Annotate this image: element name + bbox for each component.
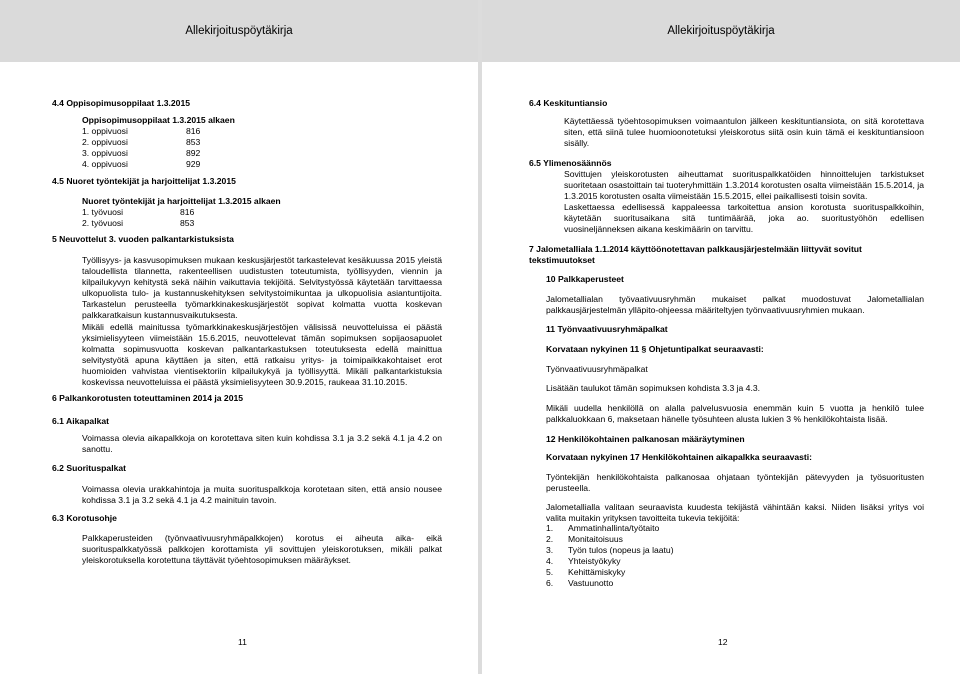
oppivuosi-row: 3. oppivuosi xyxy=(82,148,128,158)
section-6-3-text: Palkkaperusteiden (työnvaativuusryhmäpalkkojen) korotus ei aiheuta aika- eikä suorituspalkkatyössä palkkojen korottamista yli sovittujen yleiskorotuksen, mikäli palkat yleiskorotuksella korotettuna täyttävät työehtosopimuksen määräykset. xyxy=(82,533,442,565)
oppivuosi-row: 4. oppivuosi xyxy=(82,159,128,169)
factor-list-item: 2. Monitaitoisuus xyxy=(546,534,623,544)
section-7-title: 7 Jalometalliala 1.1.2014 käyttöönotettavan palkkausjärjestelmään liittyvät sovitut tekstimuutokset xyxy=(529,244,862,265)
section-6-2-title: 6.2 Suorituspalkat xyxy=(52,463,127,473)
section-6-1-title: 6.1 Aikapalkat xyxy=(52,416,110,426)
section-11-title: 11 Työnvaativuusryhmäpalkat xyxy=(546,324,668,334)
section-10-text: Jalometallialan työvaativuusryhmän mukaiset palkat muodostuvat Jalometallialan palkkausjärjestelmän ylläpito-ohjeessa määriteltyjen työnvaativuusryhmien mukaan. xyxy=(546,294,924,315)
section-12-paragraph-2: Jalometallialla valitaan seuraavista kuudesta tekijästä vähintään kaksi. Niiden lisäksi yritys voi valita muitakin yrityksen tavoitteita tukevia tekijöitä: xyxy=(546,502,924,523)
section-10-title: 10 Palkkaperusteet xyxy=(546,274,624,284)
factor-list-item: 1. Ammatinhallinta/työtaito xyxy=(546,523,660,533)
page-number: 12 xyxy=(718,637,728,647)
oppivuosi-value: 929 xyxy=(186,159,201,169)
oppivuosi-row: 1. oppivuosi xyxy=(82,126,128,136)
section-6-5-paragraph-1: Sovittujen yleiskorotusten aiheuttamat suorituspalkkatöiden hinnoittelujen tarkistukset suoritetaan osastoittain tai tuoteryhmittäin 1.3.2014 korotusten osalta viimeistään 15.5.2014, ja 1.3.2015 korotusten osalta viimeistään 15.5.2015, ellei paikallisesti toisin sovita. xyxy=(564,169,924,201)
oppivuosi-value: 892 xyxy=(186,148,201,158)
left-page-header: Allekirjoituspöytäkirja xyxy=(0,0,478,62)
section-6-3-title: 6.3 Korotusohje xyxy=(52,513,117,523)
right-page xyxy=(482,0,960,674)
section-11-subtitle: Korvataan nykyinen 11 § Ohjetuntipalkat seuraavasti: xyxy=(546,344,764,354)
section-6-2-text: Voimassa olevia urakkahintoja ja muita suorituspalkkoja korotetaan siten, että ansio nousee kohdissa 3.1 ja 3.2 sekä 4.1 ja 4.2 mainituin tavoin. xyxy=(82,484,442,505)
right-page-body xyxy=(482,62,960,674)
section-5-paragraph-2: Mikäli edellä mainitussa työmarkkinakeskusjärjestöjen välisissä neuvotteluissa ei päästä yksimielisyyteen viimeistään 15.6.2015, neuvottelevat tämän sopimuksen sopijaosapuolet kolmatta sopimusvuotta koskevan palkantarkastuksen toteutuksesta edellä mainittua selvitystyötä apuna käyttäen ja siten, että ratkaisu yritys- ja toimipaikkakohtaiset erot huomioiden vahvistaa vientisektoriin kilpailukykyä ja työllisyyttä. Mikäli palkantarkistuksia koskevissa neuvotteluissa ei päästä yksimielisyyteen 30.9.2015, raukeaa 31.10.2015. xyxy=(82,322,442,387)
section-12-paragraph-1: Työntekijän henkilökohtaista palkanosaa ohjataan työntekijän pätevyyden ja työsuoritusten perusteella. xyxy=(546,472,924,493)
section-11-item: Työnvaativuusryhmäpalkat xyxy=(546,364,648,374)
left-page xyxy=(0,0,478,674)
oppivuosi-row: 2. oppivuosi xyxy=(82,137,128,147)
section-5-paragraph-1: Työllisyys- ja kasvusopimuksen mukaan keskusjärjestöt tarkastelevat kesäkuussa 2015 yleistä taloudellista tilannetta, rakenteellisen uudistusten toteutumista, työllisyyden, viennin ja kilpailukyvyn kehitystä sekä näihin vaikuttavia tekijöitä. Selvitystyössä käytetään tarvittaessa ulkopuolista tulo- ja kustannuskehityksen selvitystoimikuntaa ja ulkopuolisia asiantuntijoita. Tarkastelun perusteella työmarkkinakeskusjärjestöt sopivat kolmatta vuotta koskevan palkkaratkaisun kustannusvaikutuksesta. xyxy=(82,255,442,320)
tyovuosi-value: 816 xyxy=(180,207,195,217)
section-4-4-title: 4.4 Oppisopimusoppilaat 1.3.2015 xyxy=(52,98,191,108)
section-4-4-subtitle: Oppisopimusoppilaat 1.3.2015 alkaen xyxy=(82,115,235,125)
tyovuosi-label: 1. työvuosi xyxy=(82,207,124,217)
factor-list-item: 3. Työn tulos (nopeus ja laatu) xyxy=(546,545,674,555)
section-12-title: 12 Henkilökohtainen palkanosan määräytyminen xyxy=(546,434,745,444)
tyovuosi-value: 853 xyxy=(180,218,195,228)
section-6-1-text: Voimassa olevia aikapalkkoja on korotettava siten kuin kohdissa 3.1 ja 3.2 sekä 4.1 ja 4.2 on sanottu. xyxy=(82,433,442,454)
left-page-body xyxy=(0,62,478,674)
factor-list-item: 6. Vastuunotto xyxy=(546,578,614,588)
section-4-5-subtitle: Nuoret työntekijät ja harjoittelijat 1.3.2015 alkaen xyxy=(82,196,281,206)
page-number: 11 xyxy=(238,637,247,647)
section-6-title: 6 Palkankorotusten toteuttaminen 2014 ja 2015 xyxy=(52,393,244,403)
tyovuosi-label: 2. työvuosi xyxy=(82,218,124,228)
section-6-5-paragraph-2: Laskettaessa edellisessä kappaleessa tarkoitettua ansion korotusta suorituspalkkoihin, käytetään suoritusaikana sitä tuntimäärää, joka ao. suoritustyöhön edellisen vuosineljänneksen aikana keskimäärin on tarvittu. xyxy=(564,202,924,234)
factor-list-item: 5. Kehittämiskyky xyxy=(546,567,626,577)
section-12-subtitle: Korvataan nykyinen 17 Henkilökohtainen aikapalkka seuraavasti: xyxy=(546,452,813,462)
factor-list-item: 4. Yhteistyökyky xyxy=(546,556,621,566)
section-11-paragraph: Mikäli uudella henkilöllä on alalla palvelusvuosia enemmän kuin 5 vuotta ja henkilö tulee palkkaluokkaan 6, maksetaan hänelle työsuhteen alusta lukien 3 % henkilökohtaista lisää. xyxy=(546,403,924,424)
section-4-5-title: 4.5 Nuoret työntekijät ja harjoittelijat 1.3.2015 xyxy=(52,176,236,186)
oppivuosi-value: 816 xyxy=(186,126,201,136)
section-6-4-text: Käytettäessä työehtosopimuksen voimaantulon jälkeen keskituntiansiota, on sitä korotettava siten, että siinä tulee huomioonotetuksi yleiskorotus siitä osin kuin tämä ei keskituntiansioon sisälly. xyxy=(564,116,924,148)
section-6-4-title: 6.4 Keskituntiansio xyxy=(529,98,608,108)
oppivuosi-value: 853 xyxy=(186,137,201,147)
section-5-title: 5 Neuvottelut 3. vuoden palkantarkistuksista xyxy=(52,234,234,244)
section-6-5-title: 6.5 Ylimenosäännös xyxy=(529,158,612,168)
right-page-header: Allekirjoituspöytäkirja xyxy=(482,0,960,62)
section-11-add: Lisätään taulukot tämän sopimuksen kohdista 3.3 ja 4.3. xyxy=(546,383,761,393)
